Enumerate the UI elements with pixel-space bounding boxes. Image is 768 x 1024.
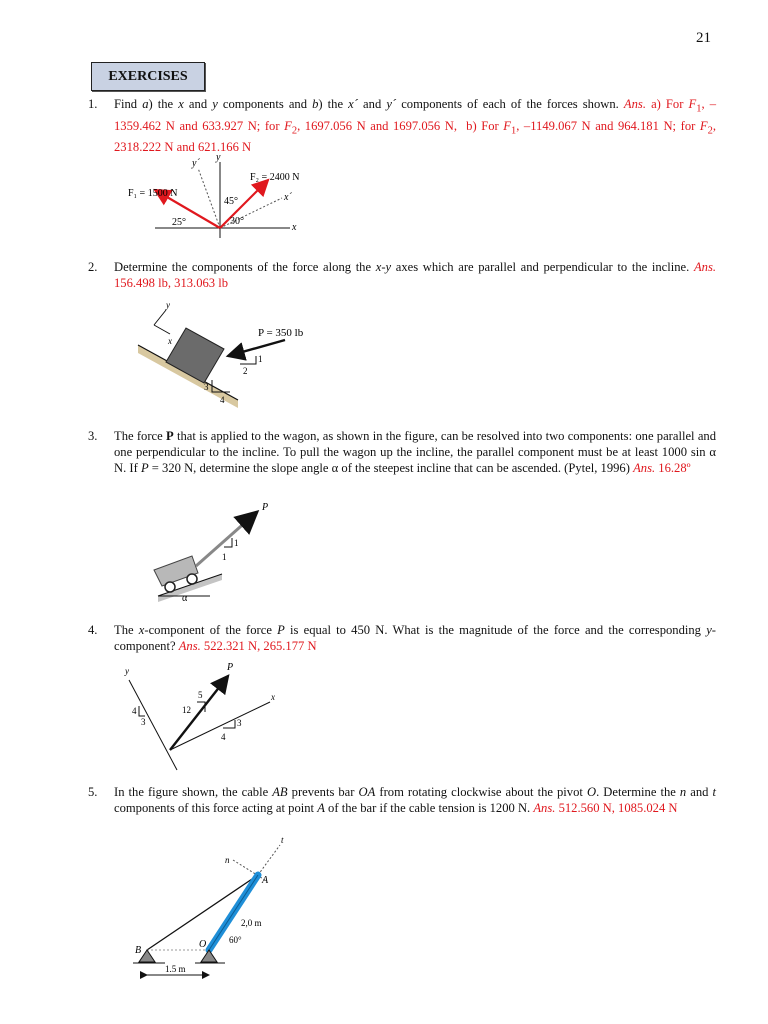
- figure-2-incline-block: [130, 300, 330, 410]
- figure-4-force-p: [115, 660, 285, 775]
- slope-1-label: 1: [258, 354, 263, 364]
- answer: [533, 801, 677, 815]
- figure-5-cable-bar: [125, 835, 300, 985]
- answer-label: Ans.: [533, 801, 556, 815]
- answer-label: Ans.: [693, 260, 716, 274]
- force-p-label: P = 350 lb: [258, 327, 304, 339]
- slope-f-label: 4: [221, 732, 226, 742]
- axis-y-label: y: [216, 152, 221, 163]
- exercise-number: 4.: [88, 623, 98, 637]
- slope-a-label: 4: [132, 706, 137, 716]
- point-a-label: A: [262, 875, 269, 886]
- section-title: EXERCISES: [91, 62, 205, 91]
- exercise-number: 5.: [88, 785, 98, 799]
- force-f2-label: F₂ = 2400 N: [250, 172, 300, 183]
- slope-1a-label: 1: [234, 538, 239, 548]
- answer-label: Ans.: [633, 461, 656, 475]
- exercise-question: Determine the components of the force along the x-y axes which are parallel and perpendicular to the incline.: [114, 260, 690, 274]
- exercise-question: Find a) the x and y components and b) the x´ and y´ components of each of the forces shown.: [114, 97, 619, 111]
- figure-1-force-diagram: [120, 150, 320, 245]
- exercise-1: [88, 96, 716, 155]
- exercise-number: 1.: [88, 97, 98, 111]
- answer: [179, 639, 317, 653]
- axis-x-label: x: [168, 336, 172, 346]
- answer-text: 16.28º: [658, 461, 691, 475]
- slope-4-label: 4: [220, 395, 225, 405]
- slope-3-label: 3: [204, 382, 209, 392]
- answer-label: Ans.: [623, 97, 646, 111]
- slope-c-label: 5: [198, 690, 203, 700]
- axis-xp-label: x´: [284, 192, 292, 203]
- point-b-label: B: [135, 945, 142, 956]
- page-number: 21: [696, 30, 711, 46]
- answer-text: 522.321 N, 265.177 N: [203, 639, 317, 653]
- force-f1-label: F₁ = 1500 N: [128, 188, 178, 199]
- axis-yp-label: y´: [192, 158, 200, 169]
- distance-label: 1.5 m: [165, 964, 186, 974]
- axis-x-label: x: [271, 692, 275, 702]
- angle-60-label: 60°: [229, 935, 242, 945]
- angle-45-label: 45°: [224, 196, 238, 207]
- exercise-3: [88, 428, 716, 476]
- bar-length-label: 2,0 m: [241, 918, 262, 928]
- exercise-question: The force P that is applied to the wagon, as shown in the figure, can be resolved into two components: one parallel and one perpendicular to the incline. To pull the wagon up the incline, the parallel component must be at least 1000 sin α N. If P = 320 N, determine the slope angle α of the steepest incline that can be ascended. (Pytel, 1996): [114, 429, 716, 475]
- exercise-number: 3.: [88, 429, 98, 443]
- exercise-2: [88, 259, 716, 291]
- answer-label: Ans.: [178, 639, 201, 653]
- exercise-number: 2.: [88, 260, 98, 274]
- answer-text: 156.498 lb, 313.063 lb: [114, 276, 229, 290]
- point-o-label: O: [199, 939, 207, 950]
- axis-x-label: x: [292, 222, 297, 233]
- exercise-4: [88, 622, 716, 654]
- slope-e-label: 3: [237, 718, 242, 728]
- exercise-5: [88, 784, 716, 816]
- exercise-question: In the figure shown, the cable AB prevents bar OA from rotating clockwise about the pivot O. Determine the n and t components of this force acting at point A of the bar if the cable tension is 1200 N.: [114, 785, 716, 815]
- answer-text: a) For $F_1$, –1359.462 N and 633.927 N; for $F_2$, 1697.056 N and 1697.056 N, b) For $F_1$, –1149.067 N and 964.181 N; for $F_2$, 2318.222 N and 621.166 N: [114, 97, 716, 155]
- force-p-label: P: [262, 502, 269, 513]
- alpha-label: α: [182, 593, 188, 604]
- angle-25-label: 25°: [172, 217, 186, 228]
- label-n: n: [225, 855, 230, 865]
- axis-y-label: y: [166, 300, 170, 310]
- axis-y-label: y: [125, 666, 129, 676]
- slope-b-label: 3: [141, 717, 146, 727]
- force-p-label: P: [227, 662, 234, 673]
- exercise-question: The x-component of the force P is equal to 450 N. What is the magnitude of the force and the corresponding y-component?: [114, 623, 716, 653]
- angle-30-label: 30°: [230, 216, 244, 227]
- figure-3-wagon: [150, 500, 280, 610]
- slope-d-label: 12: [182, 705, 191, 715]
- slope-2-label: 2: [243, 366, 248, 376]
- slope-1b-label: 1: [222, 552, 227, 562]
- answer-text: 512.560 N, 1085.024 N: [558, 801, 678, 815]
- label-t: t: [281, 835, 284, 845]
- answer: [633, 461, 690, 475]
